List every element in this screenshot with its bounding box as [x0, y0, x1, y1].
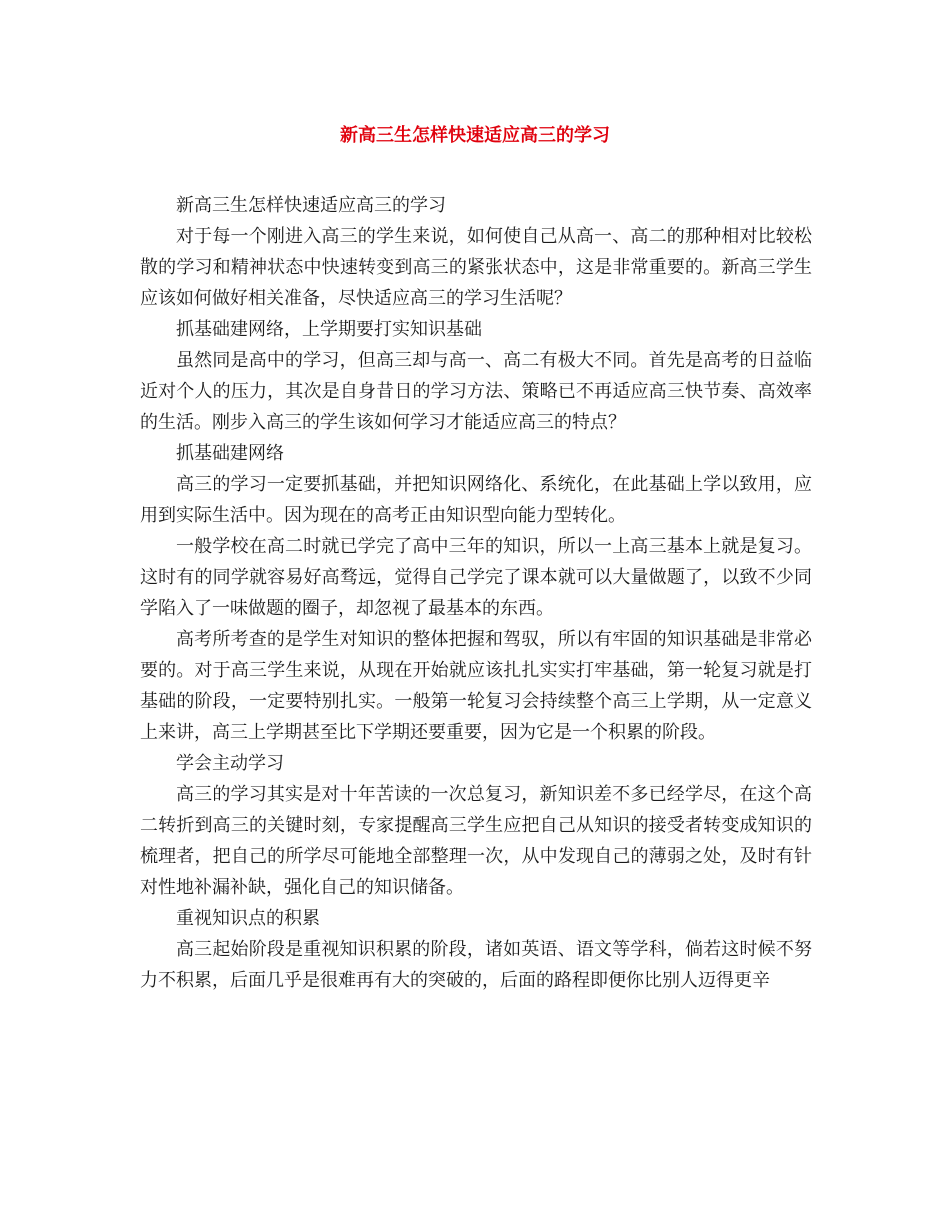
paragraph: 高三起始阶段是重视知识积累的阶段，诸如英语、语文等学科，倘若这时候不努力不积累，后面几乎是很难再有大的突破的，后面的路程即便你比别人迈得更辛	[140, 939, 812, 991]
paragraph: 一般学校在高二时就已学完了高中三年的知识，所以一上高三基本上就是复习。这时有的同学就容易好高骛远，觉得自己学完了课本就可以大量做题了，以致不少同学陷入了一味做题的圈子，却忽视了最基本的东西。	[140, 536, 812, 619]
paragraph: 虽然同是高中的学习，但高三却与高一、高二有极大不同。首先是高考的日益临近对个人的压力，其次是自身昔日的学习方法、策略已不再适应高三快节奏、高效率的生活。刚步入高三的学生该如何学习才能适应高三的特点？	[140, 350, 812, 433]
paragraph: 高三的学习一定要抓基础，并把知识网络化、系统化，在此基础上学以致用，应用到实际生活中。因为现在的高考正由知识型向能力型转化。	[140, 474, 812, 526]
section-heading: 抓基础建网络	[176, 443, 284, 464]
paragraph-subtitle: 新高三生怎样快速适应高三的学习	[176, 195, 446, 216]
paragraph: 高考所考查的是学生对知识的整体把握和驾驭，所以有牢固的知识基础是非常必要的。对于高三学生来说，从现在开始就应该扎扎实实打牢基础，第一轮复习就是打基础的阶段，一定要特别扎实。一般第一轮复习会持续整个高三上学期，从一定意义上来讲，高三上学期甚至比下学期还要重要，因为它是一个积累的阶段。	[140, 629, 812, 743]
section-heading: 学会主动学习	[176, 753, 284, 774]
paragraph: 高三的学习其实是对十年苦读的一次总复习，新知识差不多已经学尽，在这个高二转折到高三的关键时刻，专家提醒高三学生应把自己从知识的接受者转变成知识的梳理者，把自己的所学尽可能地全部整理一次，从中发现自己的薄弱之处，及时有针对性地补漏补缺，强化自己的知识储备。	[140, 784, 812, 898]
document-title: 新高三生怎样快速适应高三的学习	[340, 125, 610, 146]
document-body	[140, 190, 812, 996]
section-heading: 抓基础建网络，上学期要打实知识基础	[176, 319, 482, 340]
section-heading: 重视知识点的积累	[176, 908, 320, 929]
paragraph: 对于每一个刚进入高三的学生来说，如何使自己从高一、高二的那种相对比较松散的学习和精神状态中快速转变到高三的紧张状态中，这是非常重要的。新高三学生应该如何做好相关准备，尽快适应高三的学习生活呢？	[140, 226, 812, 309]
